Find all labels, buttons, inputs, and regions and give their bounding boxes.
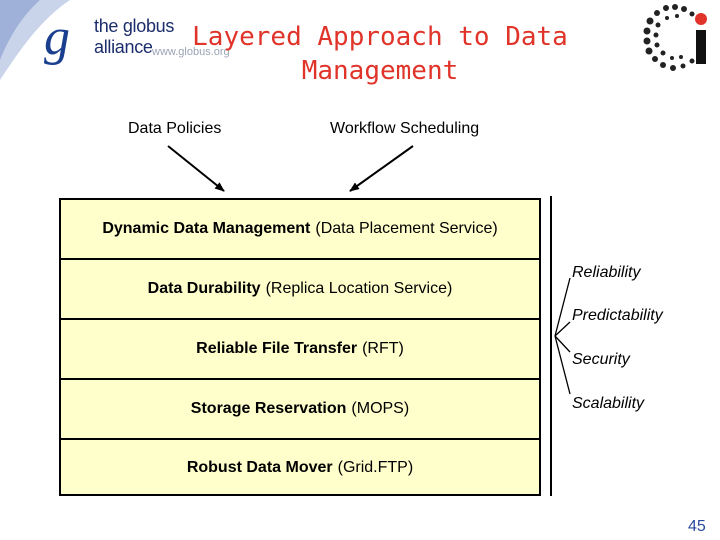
page-number: 45 xyxy=(688,518,706,535)
globus-g-mark: g xyxy=(44,9,70,66)
layer-reliable-file-transfer xyxy=(61,318,539,378)
layer-stack xyxy=(59,198,541,496)
layer-robust-data-mover xyxy=(61,438,539,496)
layer-service: (RFT) xyxy=(362,340,404,357)
property-predictability: Predictability xyxy=(572,307,663,324)
layer-service: (Data Placement Service) xyxy=(315,220,498,237)
layer-data-durability xyxy=(61,258,539,318)
layer-name: Reliable File Transfer xyxy=(196,340,358,357)
layer-service: (Replica Location Service) xyxy=(265,280,453,297)
data-policies-label: Data Policies xyxy=(128,120,222,137)
ci-logo-icon xyxy=(636,2,714,74)
layer-name: Storage Reservation xyxy=(190,400,347,417)
property-reliability: Reliability xyxy=(572,264,641,281)
layer-name: Data Durability xyxy=(147,280,261,297)
workflow-arrow xyxy=(350,146,413,191)
property-security: Security xyxy=(572,351,630,368)
property-scalability: Scalability xyxy=(572,395,645,412)
layer-storage-reservation xyxy=(61,378,539,438)
layer-service: (MOPS) xyxy=(351,400,410,417)
workflow-scheduling-label: Workflow Scheduling xyxy=(330,120,480,137)
layer-dynamic-data-management xyxy=(61,200,539,258)
brand-url: www.globus.org xyxy=(152,46,230,58)
property-fan-lines xyxy=(555,278,570,394)
slide-title xyxy=(150,20,610,88)
title-line-2: Management xyxy=(301,56,459,86)
brand-name: the globus alliance xyxy=(94,16,175,57)
layer-name: Robust Data Mover xyxy=(186,459,333,476)
layer-name: Dynamic Data Management xyxy=(102,220,311,237)
policies-arrow xyxy=(168,146,224,191)
layer-service: (Grid.FTP) xyxy=(337,459,414,476)
title-line-1: Layered Approach to Data xyxy=(192,22,568,52)
